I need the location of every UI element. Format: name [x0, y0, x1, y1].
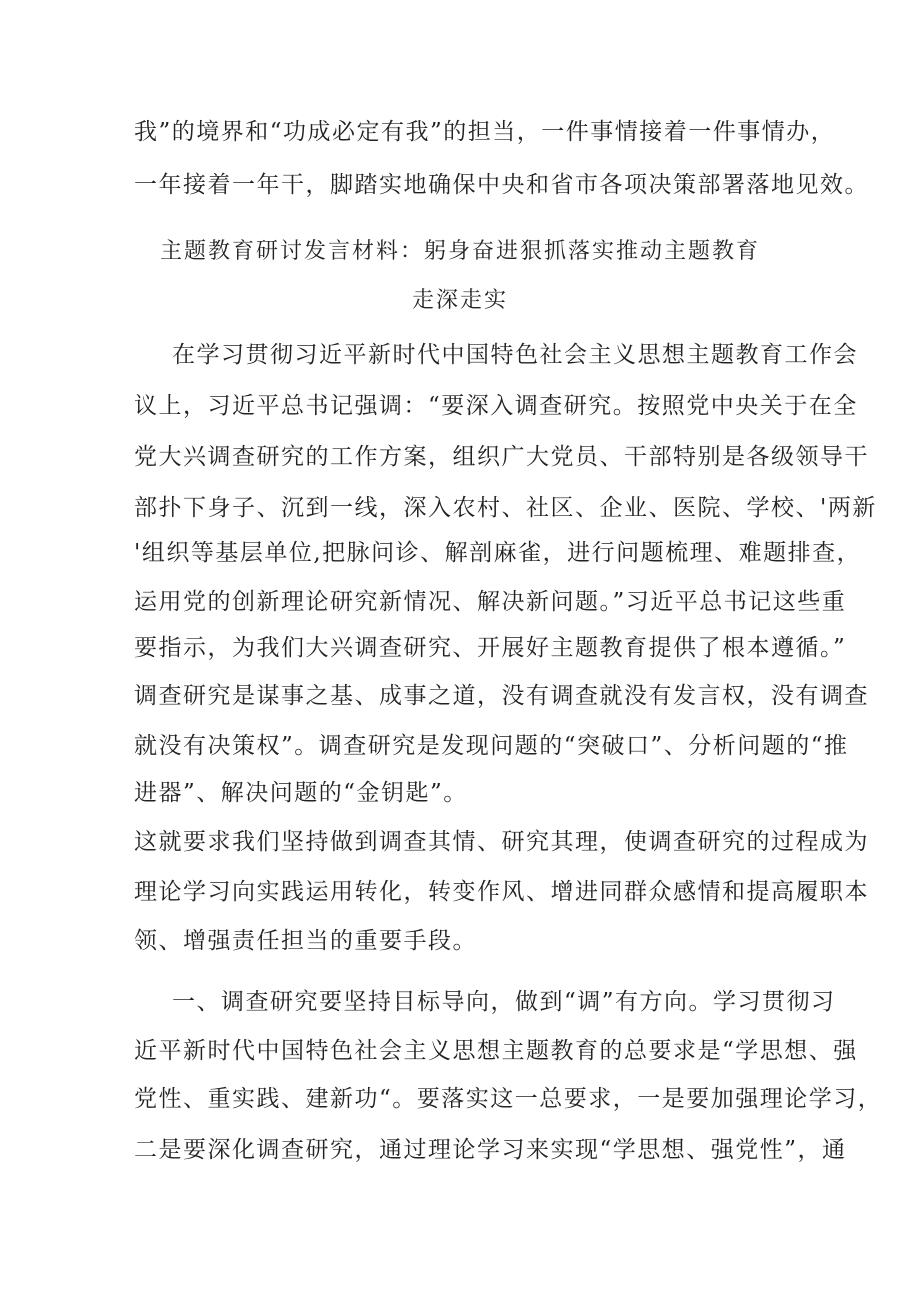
paragraph2-line-3: 领、增强责任担当的重要手段。 [134, 928, 477, 954]
intro-line-1: 我”的境界和“功成必定有我”的担当，一件事情接着一件事情办， [134, 119, 836, 145]
document-title-line-1: 主题教育研讨发言材料：躬身奋进狠抓落实推动主题教育 [159, 239, 760, 264]
paragraph1-line-2: 议上，习近平总书记强调：“要深入调查研究。按照党中央关于在全 [134, 393, 858, 419]
document-title-line-2: 走深走实 [411, 288, 508, 313]
paragraph2-line-2: 理论学习向实践运用转化，转变作风、增进同群众感情和提高履职本 [134, 879, 869, 905]
paragraph3-line-3: 党性、重实践、建新功“。要落实这一总要求，一是要加强理论学习， [134, 1086, 883, 1112]
paragraph1-line-3: 党大兴调查研究的工作方案，组织广大党员、干部特别是各级领导干 [134, 444, 869, 470]
paragraph1-line-5: '组织等基层单位,把脉问诊、解剖麻雀，进行问题梳理、难题排查， [134, 540, 862, 566]
paragraph2-line-1: 这就要求我们坚持做到调查其情、研究其理，使调查研究的过程成为 [134, 829, 869, 855]
paragraph3-line-2: 近平新时代中国特色社会主义思想主题教育的总要求是“学思想、强 [134, 1038, 858, 1064]
paragraph1-line-10: 进器”、解决问题的“金钥匙”。 [134, 780, 468, 806]
paragraph1-line-9: 就没有决策权”。调查研究是发现问题的“突破口”、分析问题的“推 [134, 733, 849, 759]
intro-line-2: 一年接着一年干，脚踏实地确保中央和省市各项决策部署落地见效。 [134, 172, 869, 198]
paragraph1-line-7: 要指示，为我们大兴调查研究、开展好主题教育提供了根本遵循。” [134, 635, 847, 661]
paragraph3-line-4: 二是要深化调查研究，通过理论学习来实现“学思想、强党性”，通 [134, 1137, 847, 1163]
paragraph1-line-1: 在学习贯彻习近平新时代中国特色社会主义思想主题教育工作会 [172, 342, 858, 368]
paragraph1-line-6: 运用党的创新理论研究新情况、解决新问题。”习近平总书记这些重 [134, 589, 847, 615]
paragraph1-line-8: 调查研究是谋事之基、成事之道，没有调查就没有发言权，没有调查 [134, 683, 869, 709]
paragraph1-line-4: 部扑下身子、沉到一线，深入农村、社区、企业、医院、学校、'两新 [134, 495, 877, 521]
paragraph3-line-1: 一、调查研究要坚持目标导向，做到“调”有方向。学习贯彻习 [172, 989, 836, 1015]
